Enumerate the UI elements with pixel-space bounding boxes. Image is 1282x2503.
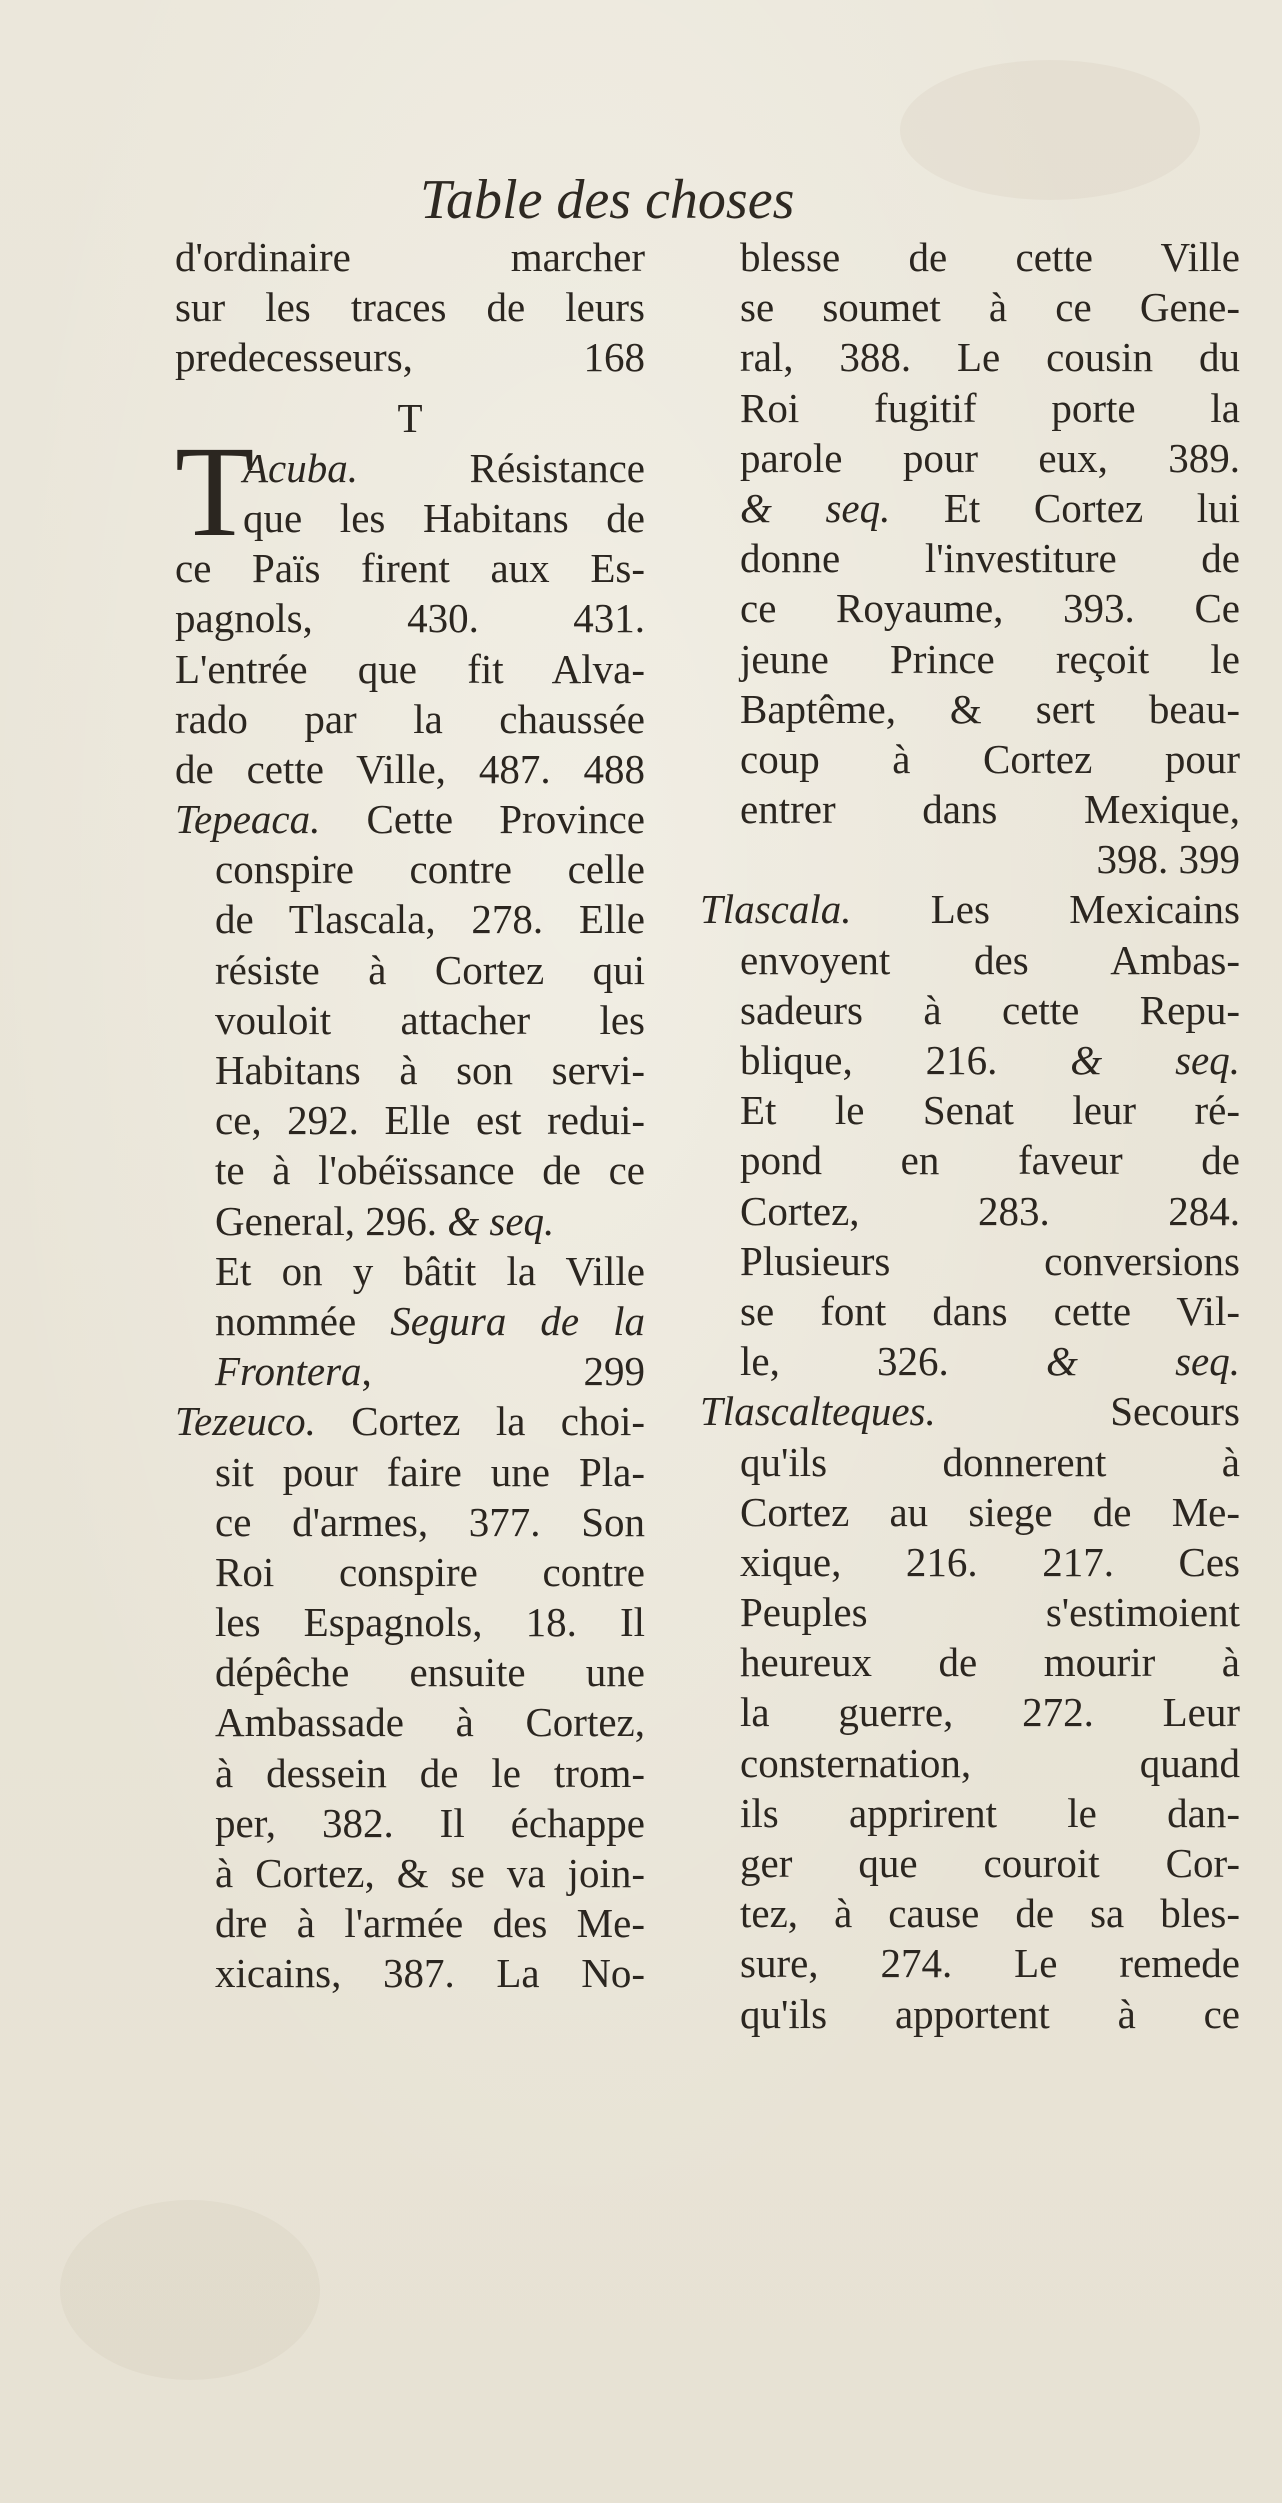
index-line: la guerre, 272. Leur (740, 1689, 1240, 1736)
index-line: rado par la chaussée (175, 695, 645, 742)
index-line: L'entrée que fit Alva- (175, 645, 645, 692)
index-line: se font dans cette Vil- (740, 1287, 1240, 1334)
index-line: à Cortez, & se va join- (215, 1850, 645, 1896)
index-line: ils apprirent le dan- (740, 1789, 1240, 1836)
index-entry-heading: Tlascalteques. Secours (700, 1388, 1240, 1435)
index-line: Cortez, 283. 284. (740, 1187, 1240, 1234)
index-line: blesse de cette Ville (740, 234, 1240, 280)
index-line: blique, 216. & seq. (740, 1037, 1240, 1083)
index-line: Et le Senat leur ré- (740, 1087, 1240, 1134)
index-line: pond en faveur de (740, 1137, 1240, 1184)
index-line: sure, 274. Le remede (740, 1940, 1240, 1987)
index-line: dépêche ensuite une (215, 1649, 645, 1696)
index-line: de Tlascala, 278. Elle (215, 896, 645, 943)
index-line: parole pour eux, 389. (740, 434, 1240, 481)
index-line: consternation, quand (740, 1739, 1240, 1786)
index-line: envoyent des Ambas- (740, 936, 1240, 983)
index-line: ce Païs firent aux Es- (175, 545, 645, 592)
index-line: entrer dans Mexique, (740, 786, 1240, 833)
index-line: nommée Segura de la (215, 1297, 645, 1344)
index-entry-heading: Tepeaca. Cette Province (175, 796, 645, 843)
index-line: ce, 292. Elle est redui- (215, 1097, 645, 1144)
paper-stain (900, 60, 1200, 200)
index-entry-heading: Tezeuco. Cortez la choi- (175, 1398, 645, 1445)
index-line: sit pour faire une Pla- (215, 1448, 645, 1495)
index-line: Plusieurs conversions (740, 1237, 1240, 1284)
running-head: Table des choses (420, 169, 795, 231)
index-line: dre à l'armée des Me- (215, 1900, 645, 1947)
index-line: donne l'investiture de (740, 535, 1240, 582)
index-line: ral, 388. Le cousin du (740, 334, 1240, 381)
paper-stain (60, 2200, 320, 2380)
index-line: Baptême, & sert beau- (740, 685, 1240, 732)
index-line: Peuples s'estimoient (740, 1589, 1240, 1636)
index-line: Acuba. Résistance (243, 444, 645, 491)
index-line: Roi conspire contre (215, 1548, 645, 1595)
drop-capital: T (175, 419, 255, 564)
index-line: xicains, 387. La No- (215, 1950, 645, 1997)
index-line: résiste à Cortez qui (215, 946, 645, 993)
index-line: predecesseurs, 168 (175, 334, 645, 381)
index-line: & seq. Et Cortez lui (740, 484, 1240, 531)
index-line: qu'ils apportent à ce (740, 1990, 1240, 2037)
index-line: ce d'armes, 377. Son (215, 1498, 645, 1545)
index-line: heureux de mourir à (740, 1639, 1240, 1686)
index-line: xique, 216. 217. Ces (740, 1538, 1240, 1585)
index-line: jeune Prince reçoit le (740, 635, 1240, 682)
index-line: conspire contre celle (215, 846, 645, 893)
section-letter: T (397, 394, 423, 441)
index-line: Cortez au siege de Me- (740, 1488, 1240, 1535)
index-line: Frontera, 299 (215, 1348, 645, 1395)
index-line: à dessein de le trom- (215, 1749, 645, 1796)
index-line: sur les traces de leurs (175, 284, 645, 331)
index-line: ce Royaume, 393. Ce (740, 585, 1240, 632)
index-line: se soumet à ce Gene- (740, 284, 1240, 331)
index-column-right (700, 232, 1240, 2039)
index-line: les Espagnols, 18. Il (215, 1599, 645, 1646)
index-line: sadeurs à cette Repu- (740, 986, 1240, 1033)
index-line: de cette Ville, 487. 488 (175, 745, 645, 792)
index-line: Ambassade à Cortez, (215, 1699, 645, 1746)
index-line: General, 296. & seq. (215, 1197, 555, 1244)
index-line: ger que couroit Cor- (740, 1840, 1240, 1886)
index-line: qu'ils donnerent à (740, 1438, 1240, 1485)
index-column-left (175, 232, 645, 1999)
index-line: Et on y bâtit la Ville (215, 1247, 645, 1294)
index-line: Roi fugitif porte la (740, 384, 1240, 431)
index-line: Habitans à son servi- (215, 1047, 645, 1093)
index-entry-heading: Tlascala. Les Mexicains (700, 886, 1240, 933)
index-line: vouloit attacher les (215, 996, 645, 1043)
index-line: per, 382. Il échappe (215, 1799, 645, 1846)
index-line: te à l'obéïssance de ce (215, 1147, 645, 1194)
index-line: 398. 399 (1096, 836, 1240, 883)
index-line: que les Habitans de (243, 494, 645, 541)
index-line: d'ordinaire marcher (175, 234, 645, 280)
index-line: coup à Cortez pour (740, 735, 1240, 782)
index-line: pagnols, 430. 431. (175, 595, 645, 642)
index-line: tez, à cause de sa bles- (740, 1890, 1240, 1937)
index-line: le, 326. & seq. (740, 1338, 1240, 1385)
